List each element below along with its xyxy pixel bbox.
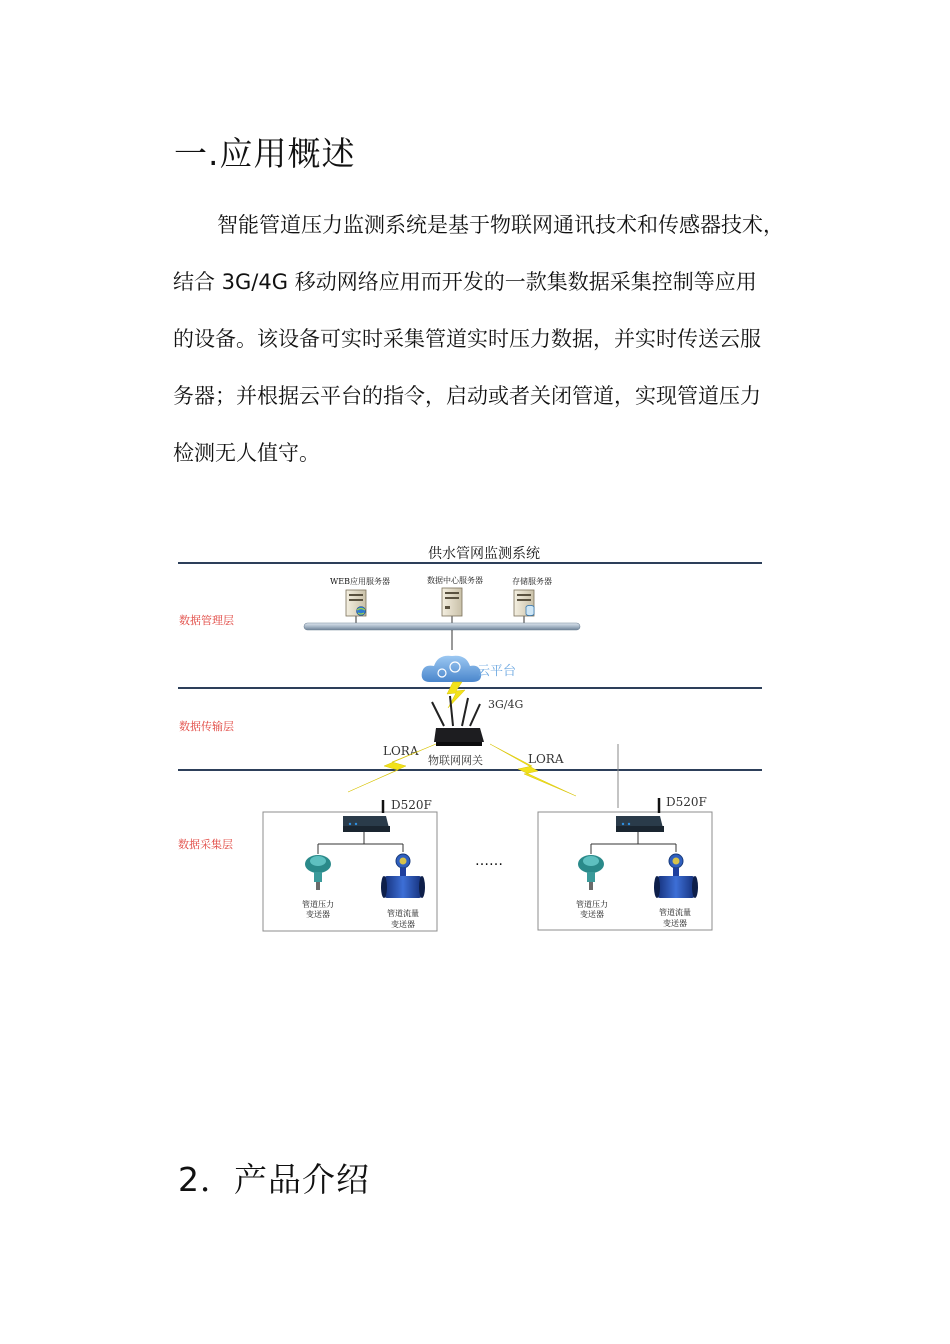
water-network-diagram — [172, 530, 772, 940]
data-center-server-icon — [442, 588, 462, 624]
pressure-label-left-2: 变送器 — [306, 910, 330, 919]
pressure-label-right-1: 管道压力 — [576, 900, 608, 909]
d520f-left-label: D520F — [391, 798, 432, 812]
layer-label-collection: 数据采集层 — [178, 838, 233, 851]
server-bus-pipe — [304, 623, 580, 630]
network-3g4g-label: 3G/4G — [488, 698, 524, 711]
d520f-device-left-icon — [343, 800, 390, 832]
server-label-web: WEB应用服务器 — [330, 577, 390, 586]
lora-right-label: LORA — [528, 752, 564, 766]
paragraph-line: 的设备。该设备可实时采集管道实时压力数据，并实时传送云服 — [173, 327, 761, 351]
paragraph-line: 检测无人值守。 — [173, 441, 320, 465]
flow-label-right-1: 管道流量 — [659, 908, 691, 917]
d520f-right-label: D520F — [666, 795, 707, 809]
pressure-label-right-2: 变送器 — [580, 910, 604, 919]
cloud-platform-label: 云平台 — [477, 664, 517, 679]
section-heading-product: 2．产品介绍 — [178, 1160, 370, 1199]
iot-gateway-icon — [432, 696, 484, 746]
paragraph-line: 结合 3G/4G 移动网络应用而开发的一款集数据采集控制等应用 — [173, 270, 757, 294]
server-label-storage: 存储服务器 — [512, 577, 552, 586]
pressure-label-left-1: 管道压力 — [302, 900, 334, 909]
paragraph-line: 务器；并根据云平台的指令，启动或者关闭管道，实现管道压力 — [173, 384, 761, 408]
layer-label-transmission: 数据传输层 — [179, 720, 234, 733]
overview-paragraph — [173, 197, 813, 482]
lora-left-label: LORA — [383, 744, 419, 758]
gateway-label: 物联网网关 — [428, 754, 483, 767]
storage-server-icon — [514, 590, 534, 624]
more-stations-ellipsis: …… — [475, 853, 503, 869]
section-heading-overview: 一.应用概述 — [174, 134, 356, 173]
flow-label-right-2: 变送器 — [663, 919, 687, 928]
cellular-lightning-icon — [447, 682, 465, 708]
paragraph-line: 智能管道压力监测系统是基于物联网通讯技术和传感器技术， — [217, 213, 784, 237]
diagram-title: 供水管网监测系统 — [428, 546, 540, 562]
flow-label-left-1: 管道流量 — [387, 909, 419, 918]
cloud-icon — [422, 656, 481, 682]
flow-label-left-2: 变送器 — [391, 920, 415, 929]
web-server-icon — [346, 590, 366, 624]
layer-label-management: 数据管理层 — [179, 614, 234, 627]
server-label-data-center: 数据中心服务器 — [427, 576, 483, 585]
